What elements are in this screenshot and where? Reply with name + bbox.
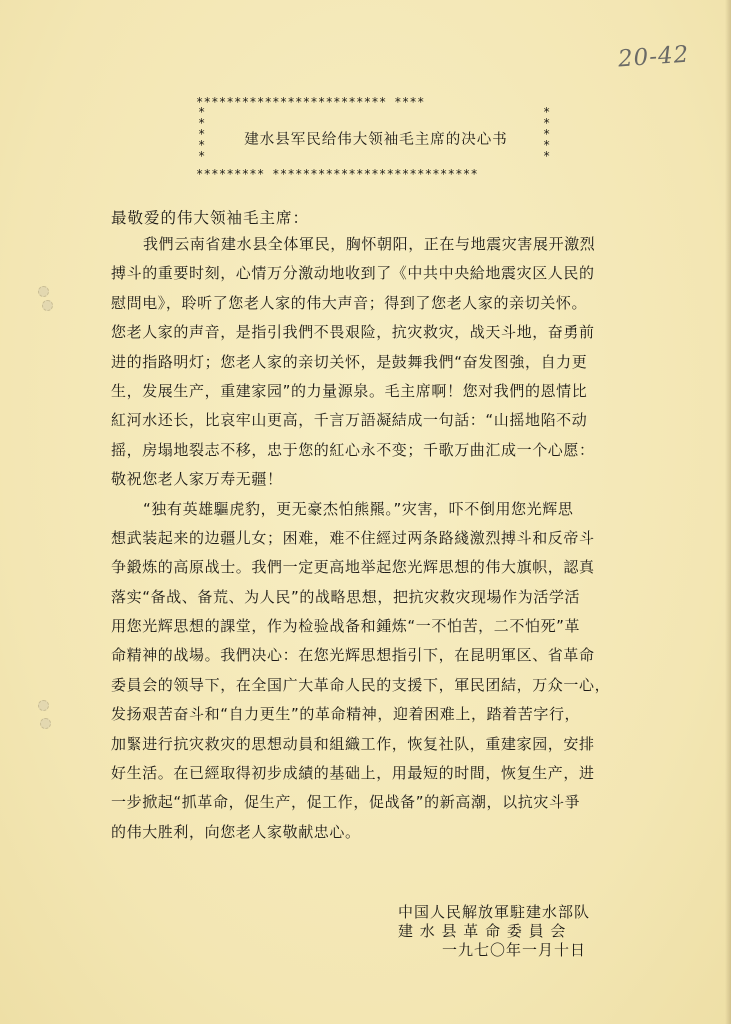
- body-line: 发扬艰苦奋斗和“自力更生”的革命精神，迎着困难上，踏着苦字行，: [111, 705, 581, 724]
- body-line: 的伟大胜利，向您老人家敬献忠心。: [111, 822, 361, 841]
- body-line: 搏斗的重要时刻，心情万分激动地收到了《中共中央給地震灾区人民的: [111, 264, 595, 283]
- body-line: 进的指路明灯；您老人家的亲切关怀，是鼓舞我們“奋发图強，自力更: [111, 352, 588, 371]
- body-line: 想武装起来的边疆儿女；困难，难不住經过两条路綫激烈搏斗和反帝斗: [111, 528, 595, 547]
- star-border-left: * * * * *: [198, 105, 206, 163]
- document-title: 建水县军民给伟大领袖毛主席的决心书: [244, 132, 508, 148]
- signature-org-committee: 建 水 县 革 命 委 員 会: [398, 922, 567, 940]
- body-line: 敬祝您老人家万寿无疆！: [111, 470, 283, 489]
- body-line: 好生活。在已經取得初步成績的基础上，用最短的时間，恢复生产，进: [111, 764, 595, 783]
- punch-hole: [38, 286, 49, 297]
- archive-number: 20-42: [617, 41, 691, 73]
- body-line: 命精神的战場。我們决心：在您光辉思想指引下，在昆明軍区、省革命: [111, 646, 595, 665]
- page-edge-shadow: [725, 0, 731, 1024]
- body-line: 我們云南省建水县全体軍民，胸怀朝阳，正在与地震灾害展开激烈: [143, 235, 596, 253]
- body-line: 生，发展生产，重建家园”的力量源泉。毛主席啊！您对我們的恩情比: [111, 381, 588, 400]
- body-line: 紅河水还长，比哀牢山更高，千言万語凝結成一句話：“山摇地陷不动: [111, 411, 588, 430]
- body-line: 慰問电》，聆听了您老人家的伟大声音；得到了您老人家的亲切关怀。: [111, 293, 588, 312]
- signature-org-pla: 中国人民解放軍駐建水部队: [398, 903, 591, 921]
- body-line: 您老人家的声音，是指引我們不畏艰险，抗灾救灾，战天斗地，奋勇前: [111, 323, 595, 342]
- body-line: 争鍛炼的高原战士。我們一定更高地举起您光辉思想的伟大旗帜，認真: [111, 558, 595, 577]
- body-line: 摇，房塌地裂志不移，忠于您的紅心永不变；千歌万曲汇成一个心愿：: [111, 440, 595, 459]
- signature-date: 一九七〇年一月十日: [442, 941, 587, 959]
- star-border-bottom: ********* ***************************: [196, 167, 479, 181]
- body-line: 落实“备战、备荒、为人民”的战略思想，把抗灾救灾现場作为活学活: [111, 587, 581, 606]
- letter-body: [111, 230, 691, 847]
- body-line: “独有英雄驅虎豹，更无豪杰怕熊羆。”灾害，吓不倒用您光辉思: [143, 499, 574, 518]
- letter-greeting: 最敬爱的伟大领袖毛主席：: [111, 209, 310, 227]
- punch-hole: [40, 718, 51, 729]
- body-line: 一步掀起“抓革命，促生产，促工作，促战备”的新高潮，以抗灾斗爭: [111, 793, 581, 812]
- punch-hole: [38, 700, 49, 711]
- star-border-top: ************************* ****: [196, 95, 425, 109]
- body-line: 用您光辉思想的課堂，作为检验战备和鍾炼“一不怕苦，二不怕死”革: [111, 617, 581, 636]
- star-border-right: * * * * *: [543, 105, 551, 163]
- body-line: 委員会的领导下，在全国广大革命人民的支援下，軍民团結，万众一心，: [111, 675, 611, 694]
- body-line: 加緊进行抗灾救灾的思想动員和組織工作，恢复社队，重建家园，安排: [111, 734, 595, 753]
- signature-block: [398, 903, 590, 960]
- punch-hole: [42, 300, 53, 311]
